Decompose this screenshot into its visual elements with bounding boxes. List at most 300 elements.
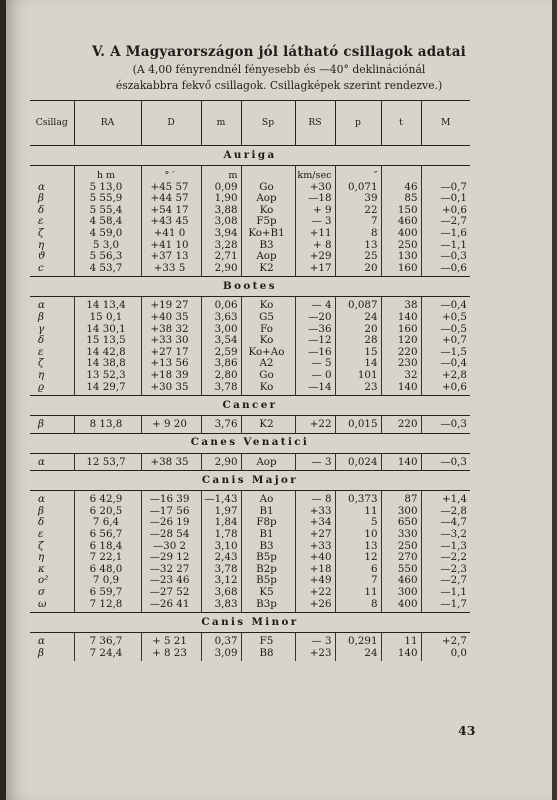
cell-dec: +30 35 xyxy=(141,382,201,396)
cell-star: ε xyxy=(38,345,44,358)
cell-ra: 6 18,4 xyxy=(74,541,141,553)
cell-sp: B3p xyxy=(241,599,295,613)
constellation-name: Canis Major xyxy=(30,471,470,491)
table-header-row xyxy=(30,101,470,146)
cell-ra: 15 13,5 xyxy=(74,335,141,347)
cell-mag: 0,06 xyxy=(201,297,241,312)
cell-star: η xyxy=(38,238,45,251)
col-header-p: p xyxy=(335,101,381,146)
cell-sp: Ko xyxy=(241,335,295,347)
cell-ra: 4 59,0 xyxy=(74,228,141,240)
cell-star: η xyxy=(38,551,45,564)
cell-absmag: +2,8 xyxy=(421,370,470,382)
cell-star: σ xyxy=(38,586,46,599)
cell-dec: —26 41 xyxy=(141,599,201,613)
units-row xyxy=(30,166,470,182)
cell-sp: F5p xyxy=(241,216,295,228)
cell-rs: + 9 xyxy=(295,205,335,217)
cell-ra: 14 38,8 xyxy=(74,358,141,370)
cell-star: ε xyxy=(38,528,44,541)
cell-sp: Ko xyxy=(241,297,295,312)
cell-dist: 400 xyxy=(381,228,421,240)
cell-sp: Ko+Ao xyxy=(241,347,295,359)
cell-dec: +44 57 xyxy=(141,193,201,205)
cell-rs: —12 xyxy=(295,335,335,347)
cell-ra: 7 36,7 xyxy=(74,633,141,648)
cell-dec: —17 56 xyxy=(141,506,201,518)
cell-dist: 130 xyxy=(381,251,421,263)
cell-sp: B5p xyxy=(241,575,295,587)
cell-dist: 140 xyxy=(381,648,421,662)
cell-parallax: 0,071 xyxy=(335,182,381,194)
cell-rs: +18 xyxy=(295,564,335,576)
cell-star: ϑ xyxy=(38,250,46,263)
constellation-row xyxy=(30,471,470,491)
cell-ra: 14 42,8 xyxy=(74,347,141,359)
cell-rs: +22 xyxy=(295,587,335,599)
cell-star: α xyxy=(38,455,45,468)
cell-mag: 3,83 xyxy=(201,599,241,613)
constellation-row xyxy=(30,433,470,453)
cell-dist: 650 xyxy=(381,517,421,529)
cell-dist: 550 xyxy=(381,564,421,576)
cell-parallax: 7 xyxy=(335,216,381,228)
cell-mag: 3,78 xyxy=(201,564,241,576)
constellation-name: Cancer xyxy=(30,396,470,416)
cell-parallax: 12 xyxy=(335,552,381,564)
cell-absmag: —1,7 xyxy=(421,599,470,613)
cell-dist: 250 xyxy=(381,240,421,252)
cell-ra: 14 30,1 xyxy=(74,324,141,336)
cell-ra: 14 29,7 xyxy=(74,382,141,396)
cell-sp: Ko xyxy=(241,382,295,396)
cell-mag: 1,84 xyxy=(201,517,241,529)
cell-ra: 6 42,9 xyxy=(74,491,141,506)
constellation-row xyxy=(30,277,470,297)
constellation-name: Auriga xyxy=(30,146,470,166)
page-title: V. A Magyarországon jól látható csillagok adatai xyxy=(91,44,467,60)
cell-dist: 250 xyxy=(381,541,421,553)
cell-ra: 7 0,9 xyxy=(74,575,141,587)
cell-parallax: 11 xyxy=(335,506,381,518)
cell-sp: B1 xyxy=(241,529,295,541)
cell-dist: 220 xyxy=(381,416,421,434)
cell-mag: 3,63 xyxy=(201,312,241,324)
cell-absmag: +1,4 xyxy=(421,491,470,506)
cell-dec: + 9 20 xyxy=(141,416,201,434)
unit-star xyxy=(30,166,74,182)
cell-absmag: —1,3 xyxy=(421,541,470,553)
cell-star: β xyxy=(38,504,44,517)
cell-star: ζ xyxy=(38,539,44,552)
cell-star: κ xyxy=(38,562,45,575)
table-row xyxy=(30,263,470,277)
cell-parallax: 0,087 xyxy=(335,297,381,312)
cell-absmag: —0,4 xyxy=(421,297,470,312)
unit-dec: ° ′ xyxy=(141,166,201,182)
unit-ra: h m xyxy=(74,166,141,182)
cell-mag: 2,80 xyxy=(201,370,241,382)
cell-sp: B1 xyxy=(241,506,295,518)
cell-sp: B2p xyxy=(241,564,295,576)
cell-dec: +38 35 xyxy=(141,453,201,471)
cell-parallax: 15 xyxy=(335,347,381,359)
col-header-sp: Sp xyxy=(241,101,295,146)
table-row xyxy=(30,648,470,662)
cell-star: ϱ xyxy=(38,380,45,393)
cell-dec: —16 39 xyxy=(141,491,201,506)
cell-mag: 3,08 xyxy=(201,216,241,228)
cell-dec: +45 57 xyxy=(141,182,201,194)
table-row xyxy=(30,335,470,347)
cell-star: α xyxy=(38,493,45,506)
cell-absmag: —1,1 xyxy=(421,587,470,599)
cell-mag: 1,90 xyxy=(201,193,241,205)
cell-dist: 140 xyxy=(381,453,421,471)
cell-sp: Ko xyxy=(241,205,295,217)
cell-dec: +41 10 xyxy=(141,240,201,252)
cell-rs: +17 xyxy=(295,263,335,277)
cell-absmag: —1,6 xyxy=(421,228,470,240)
cell-rs: — 8 xyxy=(295,491,335,506)
cell-star: ζ xyxy=(38,357,44,370)
cell-star: β xyxy=(38,192,44,205)
cell-rs: —16 xyxy=(295,347,335,359)
cell-mag: 3,76 xyxy=(201,416,241,434)
cell-star: β xyxy=(38,646,44,659)
col-header-csillag: Csillag xyxy=(30,101,74,146)
cell-absmag: —2,7 xyxy=(421,216,470,228)
cell-dec: +33 5 xyxy=(141,263,201,277)
cell-parallax: 13 xyxy=(335,541,381,553)
cell-dist: 270 xyxy=(381,552,421,564)
cell-absmag: —3,2 xyxy=(421,529,470,541)
cell-parallax: 39 xyxy=(335,193,381,205)
cell-parallax: 6 xyxy=(335,564,381,576)
cell-ra: 5 55,9 xyxy=(74,193,141,205)
page-subtitle-line1: (A 4,00 fényrendnél fényesebb és —40° deklinációnál xyxy=(132,63,426,76)
cell-dist: 32 xyxy=(381,370,421,382)
cell-rs: — 3 xyxy=(295,216,335,228)
cell-ra: 5 13,0 xyxy=(74,182,141,194)
cell-mag: 0,09 xyxy=(201,182,241,194)
cell-mag: 3,12 xyxy=(201,575,241,587)
table-row xyxy=(30,453,470,471)
cell-star: η xyxy=(38,368,45,381)
cell-ra: 5 3,0 xyxy=(74,240,141,252)
cell-parallax: 25 xyxy=(335,251,381,263)
constellation-row xyxy=(30,146,470,166)
cell-rs: +34 xyxy=(295,517,335,529)
cell-rs: —14 xyxy=(295,382,335,396)
cell-absmag: —0,6 xyxy=(421,263,470,277)
cell-star: δ xyxy=(38,203,45,216)
cell-mag: 3,28 xyxy=(201,240,241,252)
cell-sp: Go xyxy=(241,182,295,194)
cell-parallax: 8 xyxy=(335,599,381,613)
constellation-row xyxy=(30,396,470,416)
cell-absmag: —2,8 xyxy=(421,506,470,518)
cell-ra: 6 48,0 xyxy=(74,564,141,576)
cell-absmag: —2,2 xyxy=(421,552,470,564)
cell-absmag: 0,0 xyxy=(421,648,470,662)
table-row xyxy=(30,312,470,324)
cell-absmag: —0,3 xyxy=(421,416,470,434)
cell-ra: 4 58,4 xyxy=(74,216,141,228)
cell-mag: 3,94 xyxy=(201,228,241,240)
cell-absmag: —0,1 xyxy=(421,193,470,205)
col-header-m: m xyxy=(201,101,241,146)
cell-star: α xyxy=(38,180,45,193)
cell-dist: 11 xyxy=(381,633,421,648)
cell-rs: — 5 xyxy=(295,358,335,370)
cell-parallax: 24 xyxy=(335,312,381,324)
cell-dist: 160 xyxy=(381,263,421,277)
cell-mag: 3,54 xyxy=(201,335,241,347)
cell-parallax: 8 xyxy=(335,228,381,240)
cell-parallax: 13 xyxy=(335,240,381,252)
cell-dec: +37 13 xyxy=(141,251,201,263)
cell-parallax: 0,024 xyxy=(335,453,381,471)
cell-absmag: +0,6 xyxy=(421,382,470,396)
cell-sp: K2 xyxy=(241,416,295,434)
constellation-name: Canis Minor xyxy=(30,613,470,633)
cell-ra: 7 6,4 xyxy=(74,517,141,529)
table-row xyxy=(30,491,470,506)
cell-star: o² xyxy=(38,574,49,587)
cell-star: δ xyxy=(38,516,45,529)
cell-dec: +27 17 xyxy=(141,347,201,359)
cell-rs: + 8 xyxy=(295,240,335,252)
cell-parallax: 20 xyxy=(335,263,381,277)
cell-mag: 3,09 xyxy=(201,648,241,662)
cell-dec: —29 12 xyxy=(141,552,201,564)
unit-absmag xyxy=(421,166,470,182)
cell-sp: Aop xyxy=(241,453,295,471)
cell-ra: 6 59,7 xyxy=(74,587,141,599)
book-page xyxy=(6,0,552,800)
table-row xyxy=(30,297,470,312)
cell-star: α xyxy=(38,635,45,648)
cell-mag: 3,68 xyxy=(201,587,241,599)
cell-parallax: 28 xyxy=(335,335,381,347)
cell-star: β xyxy=(38,310,44,323)
cell-rs: —18 xyxy=(295,193,335,205)
cell-rs: +30 xyxy=(295,182,335,194)
cell-mag: —1,43 xyxy=(201,491,241,506)
table-row xyxy=(30,529,470,541)
cell-dec: + 5 21 xyxy=(141,633,201,648)
cell-absmag: —0,7 xyxy=(421,182,470,194)
cell-dec: +43 45 xyxy=(141,216,201,228)
cell-rs: +23 xyxy=(295,648,335,662)
table-row xyxy=(30,251,470,263)
cell-ra: 7 22,1 xyxy=(74,552,141,564)
cell-dec: —32 27 xyxy=(141,564,201,576)
cell-mag: 0,37 xyxy=(201,633,241,648)
cell-rs: —20 xyxy=(295,312,335,324)
cell-dist: 150 xyxy=(381,205,421,217)
cell-ra: 6 56,7 xyxy=(74,529,141,541)
cell-star: β xyxy=(38,418,44,431)
cell-dist: 300 xyxy=(381,587,421,599)
cell-star: c xyxy=(38,261,44,274)
cell-ra: 5 56,3 xyxy=(74,251,141,263)
unit-dist xyxy=(381,166,421,182)
cell-ra: 5 55,4 xyxy=(74,205,141,217)
cell-sp: Ko+B1 xyxy=(241,228,295,240)
cell-parallax: 0,015 xyxy=(335,416,381,434)
cell-absmag: +0,5 xyxy=(421,312,470,324)
cell-mag: 2,71 xyxy=(201,251,241,263)
cell-sp: K5 xyxy=(241,587,295,599)
cell-parallax: 7 xyxy=(335,575,381,587)
cell-absmag: +0,6 xyxy=(421,205,470,217)
cell-rs: +11 xyxy=(295,228,335,240)
col-header-t: t xyxy=(381,101,421,146)
cell-ra: 13 52,3 xyxy=(74,370,141,382)
cell-dec: —23 46 xyxy=(141,575,201,587)
cell-rs: +29 xyxy=(295,251,335,263)
cell-ra: 14 13,4 xyxy=(74,297,141,312)
cell-absmag: —0,3 xyxy=(421,453,470,471)
page-number: 43 xyxy=(458,723,476,738)
cell-sp: B8 xyxy=(241,648,295,662)
cell-star: α xyxy=(38,299,45,312)
table-row xyxy=(30,587,470,599)
cell-absmag: —1,5 xyxy=(421,347,470,359)
cell-absmag: +2,7 xyxy=(421,633,470,648)
table-row xyxy=(30,633,470,648)
cell-rs: +22 xyxy=(295,416,335,434)
col-header-ra: RA xyxy=(74,101,141,146)
cell-absmag: —4,7 xyxy=(421,517,470,529)
cell-dec: +41 0 xyxy=(141,228,201,240)
table-row xyxy=(30,382,470,396)
cell-absmag: —2,3 xyxy=(421,564,470,576)
cell-parallax: 10 xyxy=(335,529,381,541)
cell-dist: 120 xyxy=(381,335,421,347)
cell-rs: +26 xyxy=(295,599,335,613)
cell-star: δ xyxy=(38,334,45,347)
cell-parallax: 5 xyxy=(335,517,381,529)
cell-star: γ xyxy=(38,322,45,335)
cell-rs: +33 xyxy=(295,541,335,553)
cell-mag: 2,43 xyxy=(201,552,241,564)
constellation-row xyxy=(30,613,470,633)
cell-sp: Aop xyxy=(241,251,295,263)
cell-dec: +19 27 xyxy=(141,297,201,312)
cell-dec: +38 32 xyxy=(141,324,201,336)
cell-sp: Fo xyxy=(241,324,295,336)
cell-sp: Aop xyxy=(241,193,295,205)
cell-absmag: —2,7 xyxy=(421,575,470,587)
cell-star: ε xyxy=(38,215,44,228)
cell-mag: 3,88 xyxy=(201,205,241,217)
table-row xyxy=(30,599,470,613)
page-subtitle-line2: északabbra fekvő csillagok. Csillagképek szerint rendezve.) xyxy=(115,79,443,92)
cell-mag: 2,59 xyxy=(201,347,241,359)
cell-parallax: 20 xyxy=(335,324,381,336)
cell-parallax: 14 xyxy=(335,358,381,370)
cell-parallax: 22 xyxy=(335,205,381,217)
cell-rs: — 3 xyxy=(295,633,335,648)
cell-dec: +33 30 xyxy=(141,335,201,347)
constellation-name: Bootes xyxy=(30,277,470,297)
cell-absmag: —1,1 xyxy=(421,240,470,252)
cell-parallax: 24 xyxy=(335,648,381,662)
cell-dist: 38 xyxy=(381,297,421,312)
cell-sp: F5 xyxy=(241,633,295,648)
cell-sp: F8p xyxy=(241,517,295,529)
cell-star: ω xyxy=(38,597,47,610)
cell-sp: Ao xyxy=(241,491,295,506)
cell-mag: 3,10 xyxy=(201,541,241,553)
col-header-d: D xyxy=(141,101,201,146)
cell-absmag: —0,5 xyxy=(421,324,470,336)
cell-ra: 7 12,8 xyxy=(74,599,141,613)
cell-mag: 3,86 xyxy=(201,358,241,370)
cell-dist: 140 xyxy=(381,382,421,396)
cell-dec: +13 56 xyxy=(141,358,201,370)
cell-dec: —28 54 xyxy=(141,529,201,541)
table-row xyxy=(30,228,470,240)
table-row xyxy=(30,416,470,434)
cell-ra: 8 13,8 xyxy=(74,416,141,434)
cell-ra: 7 24,4 xyxy=(74,648,141,662)
cell-dist: 460 xyxy=(381,575,421,587)
cell-mag: 1,97 xyxy=(201,506,241,518)
cell-dec: —30 2 xyxy=(141,541,201,553)
cell-dec: +18 39 xyxy=(141,370,201,382)
cell-dist: 87 xyxy=(381,491,421,506)
cell-sp: A2 xyxy=(241,358,295,370)
constellation-name: Canes Venatici xyxy=(30,433,470,453)
unit-parallax: ″ xyxy=(335,166,381,182)
cell-absmag: —0,3 xyxy=(421,251,470,263)
cell-rs: +40 xyxy=(295,552,335,564)
cell-mag: 3,00 xyxy=(201,324,241,336)
cell-dec: +54 17 xyxy=(141,205,201,217)
cell-parallax: 23 xyxy=(335,382,381,396)
unit-rs: km/sec xyxy=(295,166,335,182)
cell-rs: — 4 xyxy=(295,297,335,312)
unit-sp xyxy=(241,166,295,182)
cell-parallax: 0,291 xyxy=(335,633,381,648)
cell-ra: 12 53,7 xyxy=(74,453,141,471)
cell-dec: +40 35 xyxy=(141,312,201,324)
cell-ra: 6 20,5 xyxy=(74,506,141,518)
cell-dist: 160 xyxy=(381,324,421,336)
cell-rs: +27 xyxy=(295,529,335,541)
col-header-rs: RS xyxy=(295,101,335,146)
cell-rs: —36 xyxy=(295,324,335,336)
cell-dist: 300 xyxy=(381,506,421,518)
cell-rs: — 3 xyxy=(295,453,335,471)
cell-parallax: 0,373 xyxy=(335,491,381,506)
cell-mag: 2,90 xyxy=(201,453,241,471)
table-row xyxy=(30,370,470,382)
cell-dec: —27 52 xyxy=(141,587,201,599)
cell-sp: G5 xyxy=(241,312,295,324)
col-header-absolute-m: M xyxy=(421,101,470,146)
cell-sp: B3 xyxy=(241,541,295,553)
cell-ra: 15 0,1 xyxy=(74,312,141,324)
cell-parallax: 101 xyxy=(335,370,381,382)
cell-rs: — 0 xyxy=(295,370,335,382)
cell-rs: +33 xyxy=(295,506,335,518)
cell-mag: 2,90 xyxy=(201,263,241,277)
